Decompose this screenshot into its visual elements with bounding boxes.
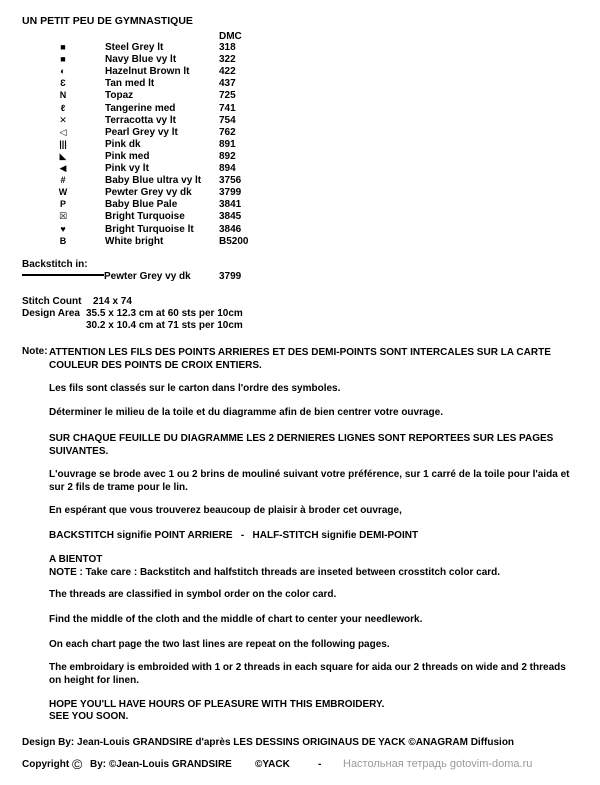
color-key-row	[0, 78, 600, 90]
note-paragraph: L'ouvrage se brode avec 1 ou 2 brins de mouliné suivant votre préférence, sur 1 carré de la toile pour l'aida et sur 2 fils de trame pour le lin.	[49, 469, 570, 493]
color-name: Bright Turquoise lt	[105, 223, 194, 235]
color-key-row	[0, 151, 600, 163]
stitch-symbol-icon: ◐	[60, 66, 66, 77]
dmc-code: 762	[219, 126, 236, 138]
note-paragraph: Déterminer le milieu de la toile et du diagramme afin de bien centrer votre ouvrage.	[49, 407, 444, 418]
stitch-symbol-icon: Ɛ	[60, 78, 66, 89]
copyright-dash: -	[318, 759, 322, 770]
color-name: Terracotta vy lt	[105, 114, 176, 126]
note-label: Note:	[22, 346, 48, 357]
backstitch-line-sample	[22, 274, 104, 276]
note-paragraph: A BIENTOT	[49, 554, 103, 565]
dmc-code: 894	[219, 163, 236, 174]
note-paragraph: En espérant que vous trouverez beaucoup de plaisir à broder cet ouvrage,	[49, 505, 402, 516]
backstitch-label: Backstitch in:	[22, 259, 88, 270]
color-key-row	[0, 175, 600, 187]
design-area-label: Design Area	[22, 308, 80, 319]
page-title: UN PETIT PEU DE GYMNASTIQUE	[22, 15, 193, 27]
color-key-row	[0, 236, 600, 248]
color-key-row	[0, 127, 600, 139]
dmc-code: 741	[219, 102, 236, 114]
dmc-code: 891	[219, 138, 236, 150]
color-name: Baby Blue Pale	[105, 199, 178, 211]
color-key-row	[0, 187, 600, 199]
color-key-row	[0, 103, 600, 115]
stitch-symbol-icon: ℓ	[60, 102, 66, 113]
dmc-code: 3756	[219, 175, 242, 187]
dmc-code: 422	[219, 66, 236, 78]
stitch-symbol-icon: W	[58, 187, 68, 198]
color-name: Topaz	[105, 90, 134, 102]
color-name: Hazelnut Brown lt	[105, 66, 190, 78]
color-name: Tangerine med	[105, 102, 176, 114]
color-name: White bright	[105, 235, 164, 247]
dmc-code: 3846	[219, 223, 242, 235]
color-name: Bright Turquoise	[105, 211, 185, 223]
color-key-row	[0, 115, 600, 127]
color-key-row	[0, 211, 600, 223]
stitch-count-label: Stitch Count	[22, 296, 82, 307]
stitch-symbol-icon: B	[59, 235, 67, 246]
note-paragraph: Les fils sont classés sur le carton dans l'ordre des symboles.	[49, 383, 341, 394]
dmc-code: 3845	[219, 211, 242, 223]
dmc-code: 3841	[219, 199, 242, 211]
note-paragraph: On each chart page the two last lines are repeat on the following pages.	[49, 639, 390, 650]
color-name: Pink med	[105, 150, 150, 162]
color-key-row	[0, 199, 600, 211]
color-key-row	[0, 90, 600, 102]
note-paragraph: HOPE YOU'LL HAVE HOURS OF PLEASURE WITH THIS EMBROIDERY.	[49, 699, 385, 710]
color-key-row	[0, 224, 600, 236]
note-paragraph: ATTENTION LES FILS DES POINTS ARRIERES ET DES DEMI-POINTS SONT INTERCALES SUR LA CARTE COULEUR DES POINTS DE CROIX ENTIERS.	[49, 347, 551, 371]
color-key-row	[0, 139, 600, 151]
copyright-label: Copyright	[22, 759, 70, 770]
copyright-author: By: ©Jean-Louis GRANDSIRE	[90, 759, 232, 770]
stitch-symbol-icon: ✕	[59, 114, 67, 125]
note-paragraph: The embroidary is embroided with 1 or 2 threads in each square for aida our 2 threads on wide and 2 threads on height for linen.	[49, 662, 566, 686]
color-name: Navy Blue vy lt	[105, 54, 177, 66]
watermark-text: Настольная тетрадь gotovim-doma.ru	[343, 758, 533, 770]
note-paragraph: Find the middle of the cloth and the middle of chart to center your needlework.	[49, 614, 423, 625]
dmc-code: 725	[219, 90, 236, 102]
note-paragraph: NOTE : Take care : Backstitch and halfstitch threads are inseted between crosstitch color card.	[49, 567, 501, 578]
color-key-row	[0, 66, 600, 78]
dmc-code: 892	[219, 150, 236, 162]
backstitch-color-code: 3799	[219, 271, 242, 282]
stitch-count-value: 214 x 74	[93, 296, 132, 307]
stitch-symbol-icon: P	[59, 199, 66, 210]
dmc-code: 322	[219, 54, 236, 66]
dmc-column-header: DMC	[219, 31, 242, 42]
stitch-symbol-icon: ■	[60, 54, 66, 65]
color-name: Steel Grey lt	[105, 42, 164, 53]
note-paragraph: SUR CHAQUE FEUILLE DU DIAGRAMME LES 2 DERNIERES LIGNES SONT REPORTEES SUR LES PAGES SUIVANTES.	[49, 433, 554, 457]
stitch-symbol-icon: ■	[60, 42, 66, 52]
stitch-symbol-icon: ◣	[59, 150, 67, 161]
color-name: Pewter Grey vy dk	[105, 187, 192, 199]
dmc-code: 437	[219, 78, 236, 90]
design-by-credit: Design By: Jean-Louis GRANDSIRE d'après LES DESSINS ORIGINAUS DE YACK ©ANAGRAM Diffusion	[22, 737, 515, 748]
color-name: Pearl Grey vy lt	[105, 126, 178, 138]
note-paragraph: The threads are classified in symbol order on the color card.	[49, 589, 337, 600]
backstitch-color-name: Pewter Grey vy dk	[104, 271, 191, 282]
color-key-row	[0, 42, 600, 54]
note-paragraph: SEE YOU SOON.	[49, 711, 129, 722]
design-area-line-1: 35.5 x 12.3 cm at 60 sts per 10cm	[86, 308, 243, 319]
stitch-symbol-icon: N	[59, 90, 67, 101]
dmc-code: 3799	[219, 187, 242, 199]
note-paragraph: BACKSTITCH signifie POINT ARRIERE - HALF-STITCH signifie DEMI-POINT	[49, 530, 419, 541]
copyright-circle-icon: ©	[72, 756, 83, 772]
stitch-symbol-icon: #	[60, 175, 66, 186]
copyright-yack: ©YACK	[255, 759, 290, 770]
stitch-symbol-icon: ◁	[59, 126, 67, 137]
stitch-symbol-icon: ◀	[59, 163, 67, 173]
dmc-code: 318	[219, 42, 236, 53]
color-name: Tan med lt	[105, 78, 155, 90]
dmc-code: 754	[219, 114, 236, 126]
color-name: Baby Blue ultra vy lt	[105, 175, 202, 187]
dmc-code: B5200	[219, 235, 249, 247]
stitch-symbol-icon: |||	[59, 138, 67, 149]
color-key-row	[0, 163, 600, 175]
design-area-line-2: 30.2 x 10.4 cm at 71 sts per 10cm	[86, 320, 243, 331]
stitch-symbol-icon: ☒	[58, 211, 68, 222]
color-key-row	[0, 54, 600, 66]
color-name: Pink vy lt	[105, 163, 149, 174]
stitch-symbol-icon: ♥	[60, 223, 66, 234]
color-name: Pink dk	[105, 138, 141, 150]
